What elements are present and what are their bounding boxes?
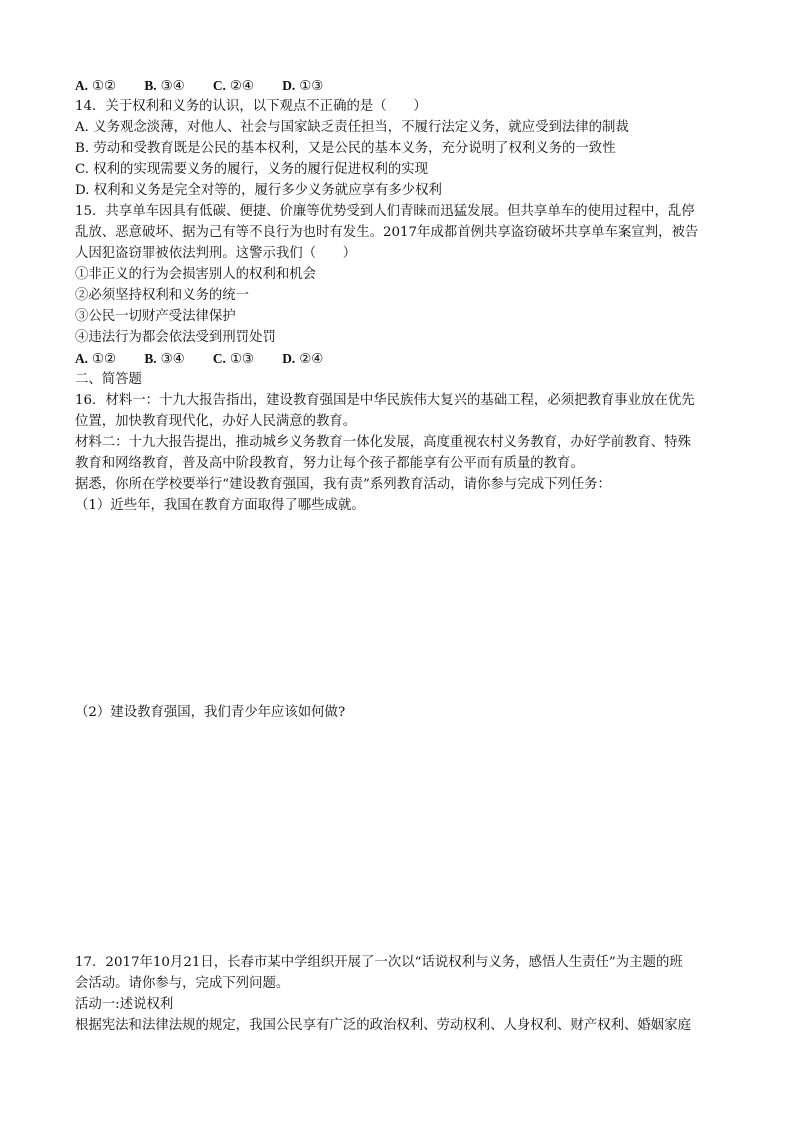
q16-task: 据悉，你所在学校要举行“建设教育强国，我有责”系列教育活动，请你参与完成下列任务： bbox=[75, 477, 611, 492]
q15-option-a[interactable]: A. ①② bbox=[75, 351, 117, 367]
q13-option-b[interactable]: B. ③④ bbox=[144, 78, 185, 94]
q16-subquestion-1: （1）近些年，我国在教育方面取得了哪些成就。 bbox=[75, 498, 365, 513]
q17-stem-line: 会活动。请你参与，完成下列问题。 bbox=[75, 976, 290, 991]
q13-options bbox=[75, 76, 347, 96]
q15-stem-line: 乱放、恶意破坏、据为己有等不良行为也时有发生。2017年成都首例共享盗窃破坏共享单车案宣判，被告 bbox=[75, 225, 699, 240]
q15-options bbox=[75, 349, 347, 369]
q13-option-d[interactable]: D. ①③ bbox=[282, 78, 324, 94]
q16-material-1: 位置，加快教育现代化，办好人民满意的教育。 bbox=[75, 414, 357, 429]
q15-item-2: ②必须坚持权利和义务的统一 bbox=[75, 288, 250, 303]
q14-option-c[interactable]: C. 权利的实现需要义务的履行，义务的履行促进权利的实现 bbox=[75, 162, 429, 177]
q16-material-2: 教育和网络教育，普及高中阶段教育，努力让每个孩子都能享有公平而有质量的教育。 bbox=[75, 456, 584, 471]
q15-option-b[interactable]: B. ③④ bbox=[144, 351, 185, 367]
q15-item-3: ③公民一切财产受法律保护 bbox=[75, 309, 236, 324]
q15-option-c[interactable]: C. ①③ bbox=[212, 351, 254, 367]
q15-stem-line: 15．共享单车因具有低碳、便捷、价廉等优势受到人们青睐而迅猛发展。但共享单车的使用过程中，乱停 bbox=[75, 204, 695, 219]
q14-option-d[interactable]: D. 权利和义务是完全对等的，履行多少义务就应享有多少权利 bbox=[75, 183, 442, 198]
q13-option-a[interactable]: A. ①② bbox=[75, 78, 117, 94]
q16-subquestion-2: （2）建设教育强国，我们青少年应该如何做? bbox=[75, 705, 346, 720]
q17-stem-line: 17．2017年10月21日，长春市某中学组织开展了一次以“话说权利与义务，感悟人生责任”为主题的班 bbox=[75, 955, 683, 970]
section-heading: 二、简答题 bbox=[75, 372, 142, 387]
q15-stem-line: 人因犯盗窃罪被依法判刑。这警示我们（ ） bbox=[75, 246, 357, 261]
q15-item-1: ①非正义的行为会损害别人的权利和机会 bbox=[75, 267, 317, 282]
q16-material-1: 16．材料一：十九大报告指出，建设教育强国是中华民族伟大复兴的基础工程，必须把教育事业放在优先 bbox=[75, 393, 695, 408]
q14-option-b[interactable]: B. 劳动和受教育既是公民的基本权利，又是公民的基本义务，充分说明了权利义务的一致性 bbox=[75, 141, 616, 156]
q14-stem: 14．关于权利和义务的认识，以下观点不正确的是（ ） bbox=[75, 99, 427, 114]
q15-option-d[interactable]: D. ②④ bbox=[282, 351, 324, 367]
q15-item-4: ④违法行为都会依法受到刑罚处罚 bbox=[75, 330, 276, 345]
q13-option-c[interactable]: C. ②④ bbox=[212, 78, 254, 94]
q16-material-2: 材料二：十九大报告提出，推动城乡义务教育一体化发展，高度重视农村义务教育，办好学前教育、特殊 bbox=[75, 435, 691, 450]
q17-activity-title: 活动一:述说权利 bbox=[75, 997, 174, 1012]
q17-body-line: 根据宪法和法律法规的规定，我国公民享有广泛的政治权利、劳动权利、人身权利、财产权利、婚姻家庭 bbox=[75, 1018, 691, 1033]
q14-option-a[interactable]: A. 义务观念淡薄，对他人、社会与国家缺乏责任担当，不履行法定义务，就应受到法律的制裁 bbox=[75, 120, 629, 135]
